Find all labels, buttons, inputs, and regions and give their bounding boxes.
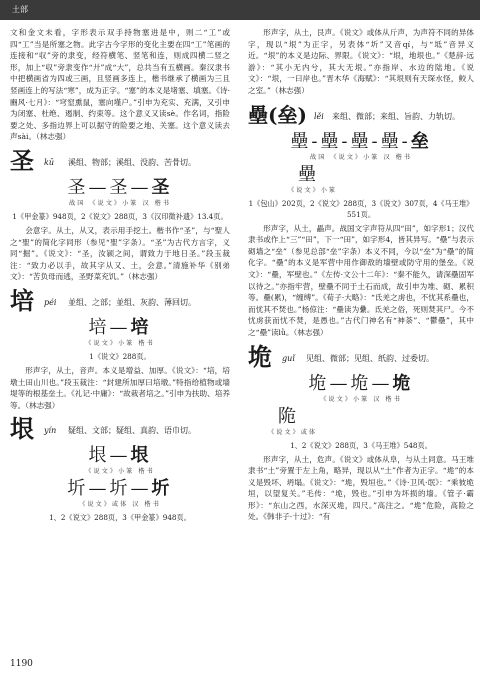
section-title: 土部	[12, 5, 28, 14]
references: 1《说文》288页。	[89, 351, 151, 361]
glyph-form: 圣	[151, 176, 173, 198]
glyph-form: 圣	[67, 176, 89, 198]
glyph-evolution: 垠—垠	[88, 445, 152, 467]
glyph-evolution: 壘-壘-壘-壘-垒	[290, 130, 432, 152]
headword: 壘(垒)	[248, 102, 307, 127]
right-column	[248, 27, 474, 523]
glyph-form: 壘	[320, 130, 342, 152]
glyph-form: 壘	[380, 130, 402, 152]
glyph-form: 垠	[88, 445, 110, 467]
glyph-form: 圻	[151, 478, 173, 500]
glyph-form: 培	[88, 316, 110, 338]
glyph-form: 圻	[109, 478, 131, 500]
glyph-form: 壘	[350, 130, 372, 152]
pinyin: kū	[44, 157, 54, 167]
headword: 培	[10, 285, 34, 315]
phonology: 並组、之部；並组、灰韵、薄回切。	[68, 297, 196, 307]
glyph-form: 壘	[290, 130, 312, 152]
glyph-form: 陒	[278, 405, 299, 427]
glyph-caption: 《说文》或体	[268, 428, 318, 436]
entry-header-lei	[248, 103, 474, 129]
headword: 圣	[10, 145, 34, 175]
page-header	[0, 0, 480, 20]
glyph-form: 垝	[392, 372, 414, 394]
glyph-caption: 《说文》小篆 楷书	[85, 468, 155, 476]
glyph-form: 圣	[109, 176, 131, 198]
paragraph: 形声字，从土，艮声。《说文》或体从斤声，为声符不同的异体字，现以“垠”为正字，另表体“圻”又音qí，与“坻”音异义近。“垠”的本义是边际、界限。《说文》：“垠，地垠也。”《楚辞·远游》：“其小无内兮，其大无垠。”亦指岸、水边的陆地。《说文》：“垠，一曰岸也。”晋木华《海赋》：“其垠则有天琛水怪，鲛人之室。”（林志强）	[248, 28, 474, 95]
glyph-form: 壘	[298, 163, 319, 185]
paragraph: 形声字，从土，危声。《说文》或体从阜，与从土同意。马王堆隶书“土”旁置于左上角，略异，现以从“土”作者为正字。“垝”的本义是毁坏、坍塌。《说文》：“垝，毁垣也。”《诗·卫风·氓》：“乘彼垝垣，以望复关。”毛传：“垝，毁也。”引申为坏损的墙。《管子·霸形》：“东山之西，水深灭垝，四尺。”高注之。“垝”危险，高险之处。《韩非子·十过》：“有	[248, 454, 474, 522]
phonology: 见组、微部；见组、纸韵、过委切。	[306, 353, 434, 363]
glyph-form: 培	[130, 316, 152, 338]
glyph-caption: 战国 《说文》小篆 汉 楷书	[310, 153, 412, 161]
paragraph: 文和金文未看，字形表示双手持物塞进是中，则二“工”或四“工”当是所塞之物。此字古今字形的变化主要在四“工”笔画的连接和“収”旁的隶变，经符横笔、竖笔和连，则成四横二竖之形，加上“収”旁隶变作“廾”成“大”，总共当有五横画。秦汉隶书中把横画省为四或三画，且竖画多连上，楷书继承了横画为三且竖画连上的写法“寒”，成为正字。“塞”的本义是堵塞、填塞。《诗·豳风·七月》：“穹窒熏鼠，塞向墐户。”引申为充实、充满，又引申为闭塞、杜绝、遏制、约束等。这个意义又读sè。作名词，指险要之处、多指边界上可以据守的险要之地、关塞。这个意义读去声sài。（林志强）	[10, 28, 230, 142]
glyph-caption: 《说文》小篆 汉 楷书	[320, 395, 402, 403]
entry-header-sheng	[10, 145, 230, 175]
headword: 垝	[248, 341, 272, 371]
references: 1、2《说文》288页，3《马王堆》548页。	[290, 440, 432, 450]
paragraph: 形声字，从土，音声。本义是增益、加厚。《说文》：“培，培墩土田山川也。”段玉裁注：“封建所加厚曰培墩。”特指给植物或墙堤等的根基垒土。《礼记·中庸》：“故栽者培之。”引申为扶助、培养等。（林志强）	[10, 365, 230, 410]
glyph-evolution: 垝—垝—垝	[308, 372, 414, 394]
entry-header-gui	[248, 341, 474, 371]
page-number: 1190	[10, 659, 33, 669]
glyph-evolution: 圣—圣—圣	[67, 176, 173, 198]
entry-header-pei	[10, 285, 230, 315]
phonology: 溪组、物部；溪组、没韵、苦骨切。	[68, 157, 196, 167]
glyph-form: 垝	[308, 372, 330, 394]
glyph-variant	[248, 406, 474, 428]
glyph-caption: 《说文》小篆	[288, 186, 338, 194]
entry-header-yin	[10, 414, 230, 444]
glyph-variant	[248, 164, 474, 186]
pinyin: péi	[44, 297, 57, 307]
left-column	[10, 27, 230, 526]
glyph-caption: 战国 《说文》小篆 汉 楷书	[69, 199, 171, 207]
glyph-form: 垝	[350, 372, 372, 394]
references: 1《甲金篆》948页，2《说文》288页，3《汉印徵补遗》13.4页。	[12, 211, 228, 221]
phonology: 疑组、文部；疑组、真韵、语巾切。	[68, 426, 196, 436]
pinyin: lěi	[314, 111, 324, 121]
paragraph: 会意字。从土，从又，表示用手挖土。楷书作“圣”，与“聖人之“聖”的简化字同形（参见“聖”字条）。“圣”为古代方言字，义同“掘”。《说文》：“圣，汝颍之间，谓致力于地日圣。”段玉裁注：“致力必以手，故其字从又、土，会意。”清施补华《别弟文》：“苦负母而逃，圣野菜充饥。”（林志强）	[10, 225, 230, 282]
headword: 垠	[10, 414, 34, 444]
glyph-evolution: 圻—圻—圻	[67, 478, 173, 500]
glyph-caption: 《说文》或体 汉 楷书	[79, 501, 161, 509]
pinyin: guǐ	[282, 353, 295, 363]
glyph-form: 垠	[130, 445, 152, 467]
glyph-caption: 《说文》小篆 楷书	[85, 339, 155, 347]
phonology: 来组、微部；来组、旨韵、力轨切。	[332, 111, 460, 121]
references: 1、2《说文》288页，3《甲金篆》948页。	[49, 513, 191, 523]
glyph-evolution: 培—培	[88, 316, 152, 338]
pinyin: yín	[44, 426, 57, 436]
glyph-form: 圻	[67, 478, 89, 500]
references: 1《包山》202页，2《说文》288页，3《说文》307页，4《马王堆》551页。	[248, 198, 474, 219]
glyph-form: 垒	[410, 130, 432, 152]
paragraph: 形声字，从土，畾声。战国文字声符从四“田”，如字形1；汉代隶书或作上“三”“田”，下一“田”，如字形4，皆其异写。“壘”与表示砌墙之“垒”（参见总部“垒”字条）本义不同，今以“垒”为“壘”的简化字。“壘”的本义是军营中用作御敌的墙壁或防守用的堡垒。《说文》：“壘，军壁也。”《左传·文公十二年》：“秦不能久，请深壘固军以待之。”亦指牢营，壁壘不同于土石而成，故引申为堆、砌、累积等。壘(累)，“缠缚”。《荀子·大略》：“氐羌之虏也，不忧其系壘也，而忧其不焚也。”杨倞注：“壘读为纍。氐羌之俗，死则焚其尸。今不忧虏获而忧不焚，是愚也。”古代门神名有“神荼”、“鬱壘”，其中之“壘”读lǜ。（林志强）	[248, 223, 474, 337]
